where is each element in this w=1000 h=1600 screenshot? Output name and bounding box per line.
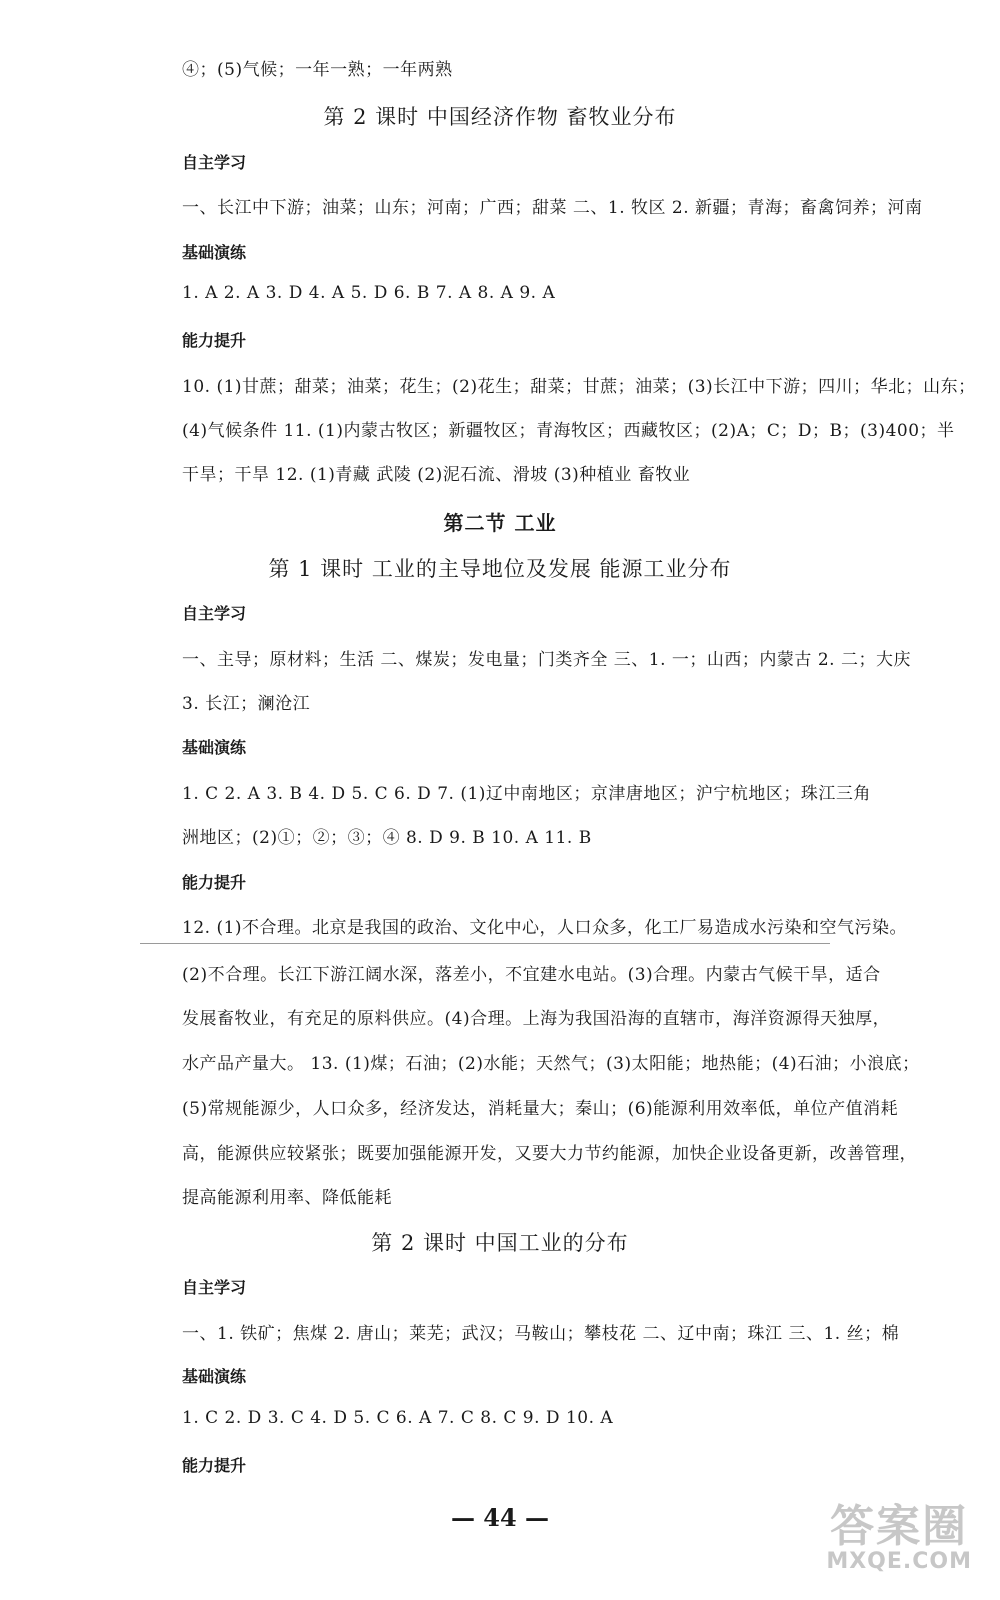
watermark-url: MXQE.COM (826, 1549, 972, 1574)
answer-line: 提高能源利用率、降低能耗 (182, 1188, 392, 1208)
answer-line: 高，能源供应较紧张；既要加强能源开发，又要大力节约能源，加快企业设备更新，改善管理， (182, 1144, 917, 1164)
lesson-heading: 第 1 课时 工业的主导地位及发展 能源工业分布 (268, 557, 732, 581)
answer-line: 洲地区；(2)①；②；③；④ 8. D 9. B 10. A 11. B (182, 828, 592, 848)
section-heading: 第二节 工业 (443, 511, 557, 535)
watermark-logo-text: 答案圈 (830, 1501, 969, 1552)
subsection-self-study: 自主学习 (182, 1278, 247, 1297)
lesson-heading: 第 2 课时 中国工业的分布 (371, 1231, 629, 1255)
answer-line: 一、长江中下游；油菜；山东；河南；广西；甜菜 二、1. 牧区 2. 新疆；青海；畜禽饲养；河南 (182, 198, 923, 218)
scan-rule-line (140, 943, 830, 944)
subsection-ability-improvement: 能力提升 (182, 1456, 247, 1475)
subsection-ability-improvement: 能力提升 (182, 873, 247, 892)
answer-line: (2)不合理。长江下游江阔水深，落差小，不宜建水电站。(3)合理。内蒙古气候干旱，适合 (182, 965, 881, 985)
answer-line: 一、主导；原材料；生活 二、煤炭；发电量；门类齐全 三、1. 一；山西；内蒙古 2. 二；大庆 (182, 650, 911, 670)
answer-line: 12. (1)不合理。北京是我国的政治、文化中心，人口众多，化工厂易造成水污染和空气污染。 (182, 918, 908, 938)
subsection-ability-improvement: 能力提升 (182, 331, 247, 350)
answer-line: 1. A 2. A 3. D 4. A 5. D 6. B 7. A 8. A 9. A (182, 283, 556, 303)
answer-line: 一、1. 铁矿；焦煤 2. 唐山；莱芜；武汉；马鞍山；攀枝花 二、辽中南；珠江 三、1. 丝；棉 (182, 1324, 900, 1344)
subsection-basic-practice: 基础演练 (182, 738, 247, 757)
answer-line: 10. (1)甘蔗；甜菜；油菜；花生；(2)花生；甜菜；甘蔗；油菜；(3)长江中下游；四川；华北；山东； (182, 377, 976, 397)
watermark-logo (826, 1501, 972, 1574)
answer-line: 1. C 2. A 3. B 4. D 5. C 6. D 7. (1)辽中南地区；京津唐地区；沪宁杭地区；珠江三角 (182, 784, 871, 804)
subsection-basic-practice: 基础演练 (182, 1367, 247, 1386)
subsection-self-study: 自主学习 (182, 604, 247, 623)
answer-line: (5)常规能源少，人口众多，经济发达，消耗量大；秦山；(6)能源利用效率低，单位产值消耗 (182, 1099, 899, 1119)
lesson-heading: 第 2 课时 中国经济作物 畜牧业分布 (323, 105, 677, 129)
answer-line: 3. 长江；澜沧江 (182, 694, 311, 714)
answer-line: 水产品产量大。 13. (1)煤；石油；(2)水能；天然气；(3)太阳能；地热能；(4)石油；小浪底； (182, 1054, 920, 1074)
answer-line: 干旱；干旱 12. (1)青藏 武陵 (2)泥石流、滑坡 (3)种植业 畜牧业 (182, 465, 691, 485)
answer-line: 1. C 2. D 3. C 4. D 5. C 6. A 7. C 8. C 9. D 10. A (182, 1408, 614, 1428)
subsection-self-study: 自主学习 (182, 153, 247, 172)
answer-line: (4)气候条件 11. (1)内蒙古牧区；新疆牧区；青海牧区；西藏牧区；(2)A；C；D；B；(3)400；半 (182, 421, 955, 441)
subsection-basic-practice: 基础演练 (182, 243, 247, 262)
page-number: — 44 — (450, 1503, 550, 1532)
answer-line: 发展畜牧业，有充足的原料供应。(4)合理。上海为我国沿海的直辖市，海洋资源得天独厚， (182, 1009, 891, 1029)
answer-line: ④；(5)气候；一年一熟；一年两熟 (182, 60, 453, 80)
